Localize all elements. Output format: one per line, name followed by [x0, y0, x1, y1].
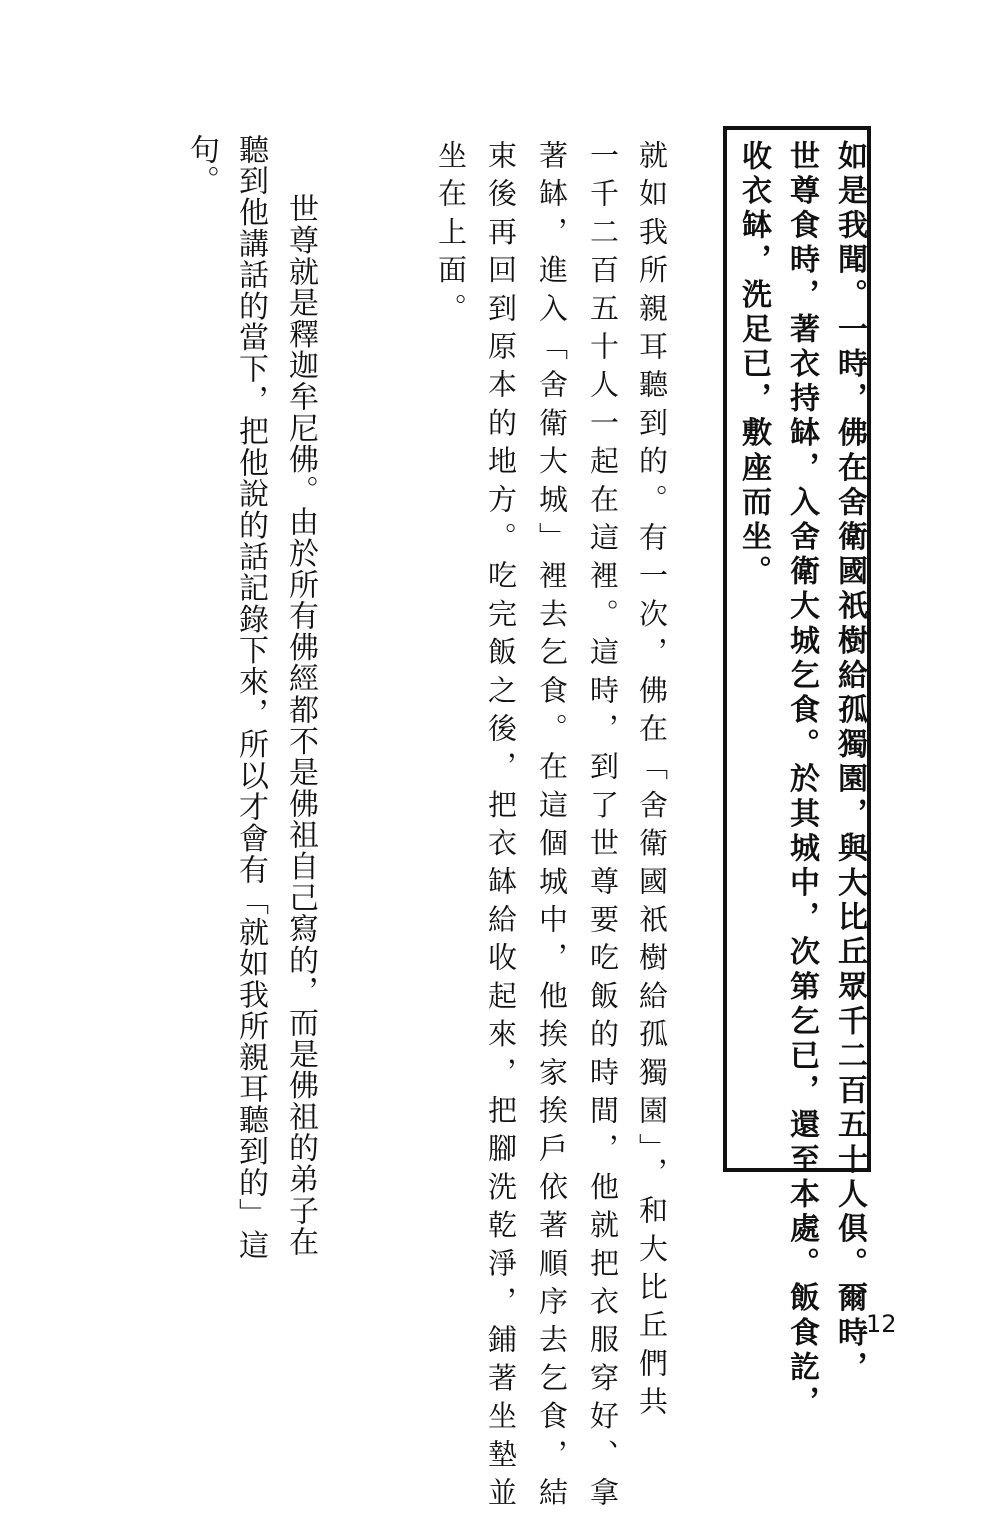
page-number: 12 — [866, 1310, 897, 1338]
translation-line: 坐在上面。 — [434, 140, 468, 331]
commentary-line: 聽到他講話的當下，把他說的話記錄下來，所以才會有「就如我所親耳聽到的」這 — [233, 134, 268, 1261]
translation-line: 一千二百五十人一起在這裡。這時，到了世尊要吃飯的時間，他就把衣服穿好、拿 — [586, 140, 620, 1515]
translation-line: 就如我所親耳聽到的。有一次，佛在「舍衛國祇樹給孤獨園」，和大比丘們共 — [635, 140, 669, 1425]
translation-line: 束後再回到原本的地方。吃完飯之後，把衣缽給收起來，把腳洗乾淨，鋪著坐墊並 — [484, 140, 518, 1515]
commentary-line: 世尊就是釋迦牟尼佛。由於所有佛經都不是佛祖自己寫的，而是佛祖的弟子在 — [283, 162, 318, 1258]
translation-line: 著缽，進入「舍衛大城」裡去乞食。在這個城中，他挨家挨戶依著順序去乞食，結 — [535, 140, 569, 1515]
sutra-line: 如是我聞。一時，佛在舍衛國祇樹給孤獨園，與大比丘眾千二百五十人俱。爾時， — [832, 140, 867, 1386]
sutra-line: 世尊食時，著衣持缽，入舍衛大城乞食。於其城中，次第乞已，還至本處。飯食訖， — [784, 140, 819, 1421]
sutra-line: 收衣缽，洗足已，敷座而坐。 — [736, 140, 771, 590]
commentary-line: 句。 — [184, 134, 219, 197]
